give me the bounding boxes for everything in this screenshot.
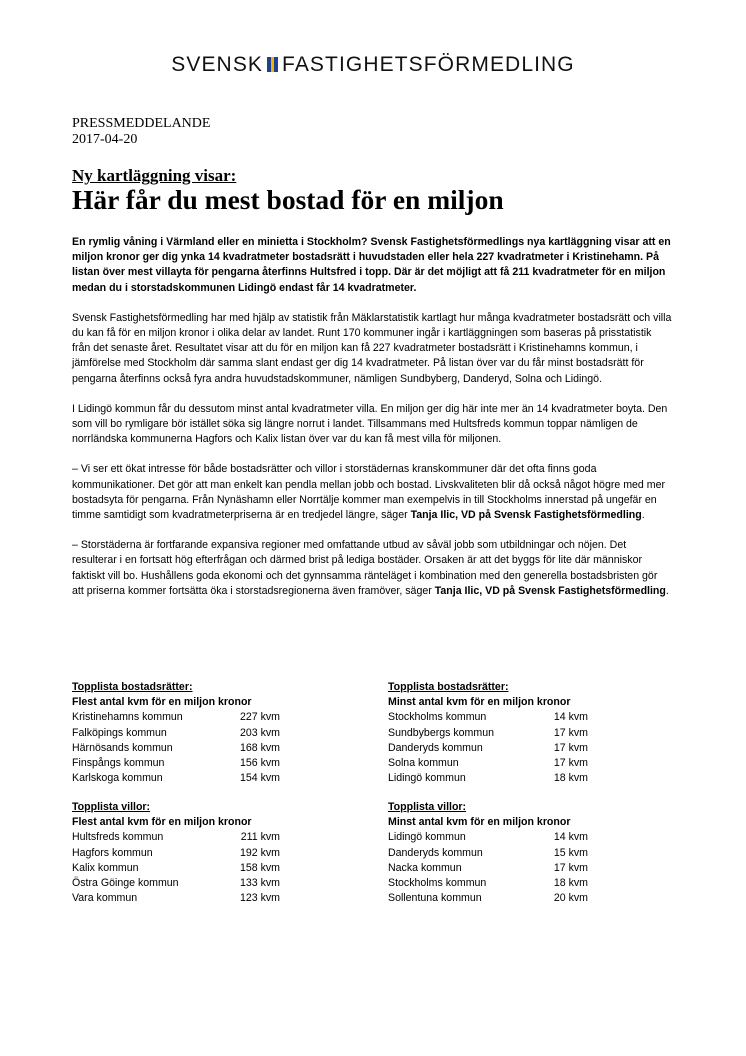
- press-header: [72, 116, 210, 148]
- list-item: [72, 771, 280, 786]
- list-item-name: Karlskoga kommun: [72, 772, 163, 785]
- list-item-value: 18 kvm: [553, 772, 588, 785]
- list-villor-least: [388, 800, 588, 906]
- list-item-value: 18 kvm: [553, 877, 588, 890]
- list-item-value: 227 kvm: [239, 711, 280, 724]
- list-item-value: 17 kvm: [553, 757, 588, 770]
- list-item-name: Lidingö kommun: [388, 772, 466, 785]
- list-item-value: 20 kvm: [553, 892, 588, 905]
- list-item: [388, 710, 588, 725]
- press-label: PRESSMEDDELANDE: [72, 116, 211, 131]
- list-item: [72, 861, 280, 876]
- list-title: Topplista bostadsrätter:: [72, 681, 193, 693]
- list-item-value: 17 kvm: [553, 861, 588, 874]
- paragraph-3-end: .: [641, 509, 645, 522]
- list-item: [72, 876, 280, 891]
- list-item-name: Falköpings kommun: [72, 726, 167, 739]
- list-item-name: Lidingö kommun: [388, 831, 466, 844]
- list-title: Topplista villor:: [72, 801, 151, 813]
- list-item-value: 133 kvm: [239, 877, 280, 890]
- list-item-name: Danderyds kommun: [388, 741, 483, 754]
- list-item: [72, 726, 280, 741]
- list-item: [388, 830, 588, 845]
- list-item: [72, 756, 280, 771]
- list-item-name: Stockholms kommun: [388, 711, 487, 724]
- paragraph-4-end: .: [665, 584, 669, 597]
- brand-logo: [0, 53, 746, 77]
- list-villor-most: [72, 800, 280, 906]
- list-bostadsratter-most: [72, 680, 280, 786]
- paragraph-3: [72, 462, 672, 523]
- kicker: Ny kartläggning visar:: [72, 166, 237, 185]
- list-item: [388, 741, 588, 756]
- list-item-name: Vara kommun: [72, 892, 138, 905]
- list-item: [388, 726, 588, 741]
- list-item-name: Östra Göinge kommun: [72, 877, 179, 890]
- list-subtitle: Minst antal kvm för en miljon kronor: [388, 696, 571, 709]
- paragraph-3-text: – Vi ser ett ökat intresse för både bostadsrätter och villor i storstädernas kranskommuner där det ofta finns goda kommunikationer. Det gör att man enkelt kan pendla mellan jobb och bostad. Livskvaliteten blir då också något högre med mer bostadsyta för pengarna. Från Nynäshamn eller Norrtälje kommer man exempelvis in till Stockholms innerstad på ungefär en timme samtidigt som kvadratmeterpriserna är en tredjedel längre, säger: [72, 463, 665, 522]
- list-title: Topplista bostadsrätter:: [388, 681, 509, 693]
- quote-signature: Tanja Ilic, VD på Svensk Fastighetsförmedling: [434, 584, 666, 597]
- list-item-name: Kalix kommun: [72, 861, 139, 874]
- list-subtitle: Minst antal kvm för en miljon kronor: [388, 816, 571, 829]
- article-body: [72, 235, 672, 614]
- list-item: [388, 846, 588, 861]
- headline: Här får du mest bostad för en miljon: [72, 184, 504, 215]
- list-item: [388, 861, 588, 876]
- list-item-name: Härnösands kommun: [72, 741, 173, 754]
- list-subtitle: Flest antal kvm för en miljon kronor: [72, 816, 252, 829]
- list-item: [72, 710, 280, 725]
- press-date: 2017-04-20: [72, 132, 138, 147]
- paragraph-4: [72, 538, 672, 599]
- list-item-value: 158 kvm: [239, 861, 280, 874]
- list-item-value: 123 kvm: [239, 892, 280, 905]
- list-item: [72, 891, 280, 906]
- list-item-value: 15 kvm: [553, 846, 588, 859]
- list-item-name: Stockholms kommun: [388, 877, 487, 890]
- list-item: [388, 891, 588, 906]
- swedish-flag-icon: [267, 54, 278, 69]
- list-item: [388, 756, 588, 771]
- quote-signature: Tanja Ilic, VD på Svensk Fastighetsförmedling: [410, 509, 642, 522]
- list-item-value: 14 kvm: [553, 711, 588, 724]
- list-item-value: 17 kvm: [553, 741, 588, 754]
- list-item-value: 203 kvm: [239, 726, 280, 739]
- list-item-value: 154 kvm: [239, 772, 280, 785]
- list-item: [388, 876, 588, 891]
- list-item-name: Hultsfreds kommun: [72, 831, 164, 844]
- paragraph-1: Svensk Fastighetsförmedling har med hjälp av statistik från Mäklarstatistik kartlagt hur många kvadratmeter bostadsrätt och villa du kan få för en miljon kronor i olika delar av landet. Runt 170 kommuner ingår i kartläggningen som baseras på prisstatistik från det senaste året. Resultatet visar att du för en miljon kan få 227 kvadratmeter bostadsrätt i Kristinehamns kommun, i jämförelse med Stockholm där samma slant endast ger dig 14 kvadratmeter. På listan över var du får minst bostadsrätt för pengarna återfinns också fyra andra huvudstadskommuner, nämligen Sundbyberg, Danderyd, Solna och Lidingö.: [72, 311, 672, 385]
- logo-text-right: FASTIGHETSFÖRMEDLING: [282, 53, 575, 76]
- list-item-name: Kristinehamns kommun: [72, 711, 183, 724]
- list-item: [72, 846, 280, 861]
- logo-text-left: SVENSK: [171, 53, 264, 76]
- list-item: [72, 741, 280, 756]
- lead-paragraph: En rymlig våning i Värmland eller en minietta i Stockholm? Svensk Fastighetsförmedlings nya kartläggning visar att en miljon kronor ger dig ynka 14 kvadratmeter bostadsrätt i huvudstaden eller hela 227 kvadratmeter i Kristinehamn. På listan över mest villayta för pengarna återfinns Hultsfred i topp. Där är det möjligt att få 211 kvadratmeter för en miljon medan du i storstadskommunen Lidingö endast får 14 kvadratmeter.: [72, 236, 671, 294]
- list-item-name: Nacka kommun: [388, 861, 462, 874]
- list-item-value: 211 kvm: [240, 831, 280, 844]
- list-item: [72, 830, 280, 845]
- list-item-value: 14 kvm: [553, 831, 588, 844]
- list-subtitle: Flest antal kvm för en miljon kronor: [72, 696, 252, 709]
- list-item-name: Danderyds kommun: [388, 846, 483, 859]
- list-item-value: 168 kvm: [239, 741, 280, 754]
- paragraph-4-text: – Storstäderna är fortfarande expansiva regioner med omfattande utbud av såväl jobb som utbildningar och nöjen. Det resulterar i en fortsatt hög efterfrågan och därmed brist på lediga bostäder. Orsaken är att det byggs för lite där människor faktiskt vill bo. Hushållens goda ekonomi och det gynnsamma ränteläget i kombination med den generella bostadsbristen gör att priserna kommer fortsätta öka i storstadsregionerna även framöver, säger: [72, 539, 658, 597]
- paragraph-2: I Lidingö kommun får du dessutom minst antal kvadratmeter villa. En miljon ger dig här inte mer än 14 kvadratmeter boyta. Den som vill bo rymligare bör istället söka sig längre norrut i landet. Tillsammans med Hultsfreds kommun toppar nämligen de norrländska kommunerna Hagfors och Kalix listan över var du kan få mest villa för miljonen.: [72, 402, 668, 446]
- list-item-name: Sollentuna kommun: [388, 892, 482, 905]
- list-item-value: 192 kvm: [239, 846, 280, 859]
- list-item: [388, 771, 588, 786]
- list-title: Topplista villor:: [388, 801, 467, 813]
- list-item-name: Sundbybergs kommun: [388, 726, 494, 739]
- list-bostadsratter-least: [388, 680, 588, 786]
- list-item-name: Hagfors kommun: [72, 846, 153, 859]
- list-item-name: Finspångs kommun: [72, 757, 165, 770]
- list-item-value: 17 kvm: [553, 726, 588, 739]
- list-item-name: Solna kommun: [388, 757, 459, 770]
- list-item-value: 156 kvm: [239, 757, 280, 770]
